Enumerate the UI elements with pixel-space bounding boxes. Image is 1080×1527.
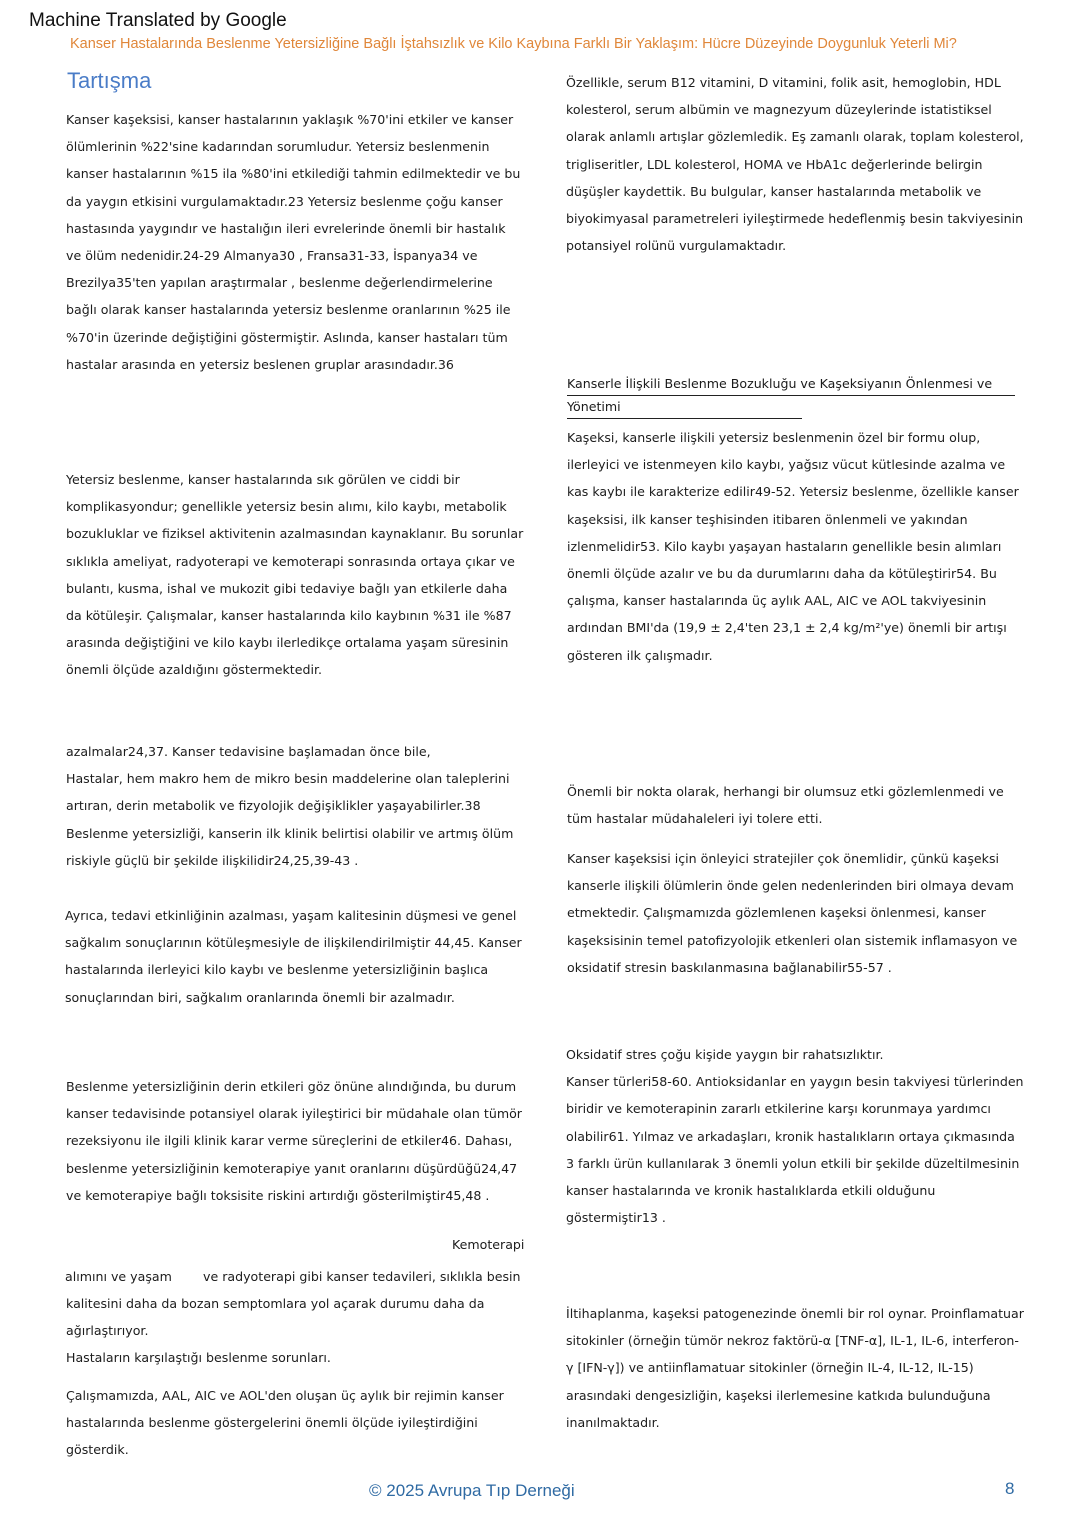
text-line: ilerleyici ve istenmeyen kilo kaybı, yağsız vücut kütlesinde azalma ve (567, 457, 1006, 473)
text-line: Kanser kaşeksisi için önleyici stratejiler çok önemlidir, çünkü kaşeksi (567, 851, 999, 866)
left-paragraph-7 (66, 1382, 504, 1464)
text-line: Özellikle, serum B12 vitamini, D vitamini, folik asit, hemoglobin, HDL (566, 75, 1001, 90)
text-line: önemli ölçüde azaldığını göstermektedir. (66, 662, 322, 678)
text-line: potansiyel rolünü vurgulamaktadır. (566, 238, 787, 254)
text-line: Beslenme yetersizliği, kanserin ilk klinik belirtisi olabilir ve artmış ölüm (66, 825, 514, 841)
right-paragraph-4 (567, 845, 1017, 981)
text-line: etmektedir. Çalışmamızda gözlemlenen kaşeksi önlenmesi, kanser (567, 905, 986, 921)
right-paragraph-6 (566, 1300, 1024, 1436)
text-line: 3 farklı ürün kullanılarak 3 önemli yolun etkili bir şekilde düzeltilmesinin (566, 1155, 1020, 1171)
text-line: bozukluklar ve fiziksel aktivitenin azalmasından kaynaklanır. Bu sorunlar (66, 526, 524, 542)
left-paragraph-4 (65, 902, 522, 1011)
text-line: trigliseritler, LDL kolesterol, HOMA ve HbA1c değerlerinde belirgin (566, 156, 983, 172)
text-line: ardından BMI'da (19,9 ± 2,4'ten 23,1 ± 2,4 kg/m²'ye) önemli bir artışı (567, 620, 1007, 636)
text-line: düşüşler kaydettik. Bu bulgular, kanser hastalarında metabolik ve (566, 183, 982, 199)
text-line: kanser hastalarının %15 ila %80'ini etkilediği tahmin edilmektedir ve bu (66, 166, 521, 182)
text-line: kalitesini daha da bozan semptomlara yol açarak durumu daha da (66, 1296, 485, 1311)
text-line: riskiyle güçlü bir şekilde ilişkilidir24,25,39-43 . (66, 852, 359, 868)
right-paragraph-2 (567, 424, 1019, 669)
right-paragraph-5 (566, 1041, 1024, 1231)
text-line: komplikasyondur; genellikle yetersiz besin alımı, kilo kaybı, metabolik (66, 499, 507, 515)
text-line: İltihaplanma, kaşeksi patogenezinde önemli bir rol oynar. Proinflamatuar (566, 1306, 1024, 1321)
text-line: hastalarında beslenme göstergelerini önemli ölçüde iyileştirdiğini (66, 1415, 478, 1431)
text-line: bağlı olarak kanser hastalarında yetersiz beslenme oranlarının %25 ile (66, 302, 511, 318)
text-line: kolesterol, serum albümin ve magnezyum düzeylerinde istatistiksel (566, 102, 992, 118)
text-line: izlenmelidir53. Kilo kaybı yaşayan hastaların genellikle besin alımları (567, 538, 1002, 554)
text-line: kanser hastalarında ve kronik hastalıklarda etkili olduğunu (566, 1183, 936, 1199)
text-line: Oksidatif stres çoğu kişide yaygın bir rahatsızlıktır. (566, 1047, 884, 1062)
left-paragraph-6 (66, 1290, 484, 1372)
footer-copyright: © 2025 Avrupa Tıp Derneği (369, 1481, 575, 1500)
text-line: artıran, derin metabolik ve fizyolojik değişiklikler yaşayabilirler.38 (66, 798, 481, 814)
left-paragraph-3 (66, 738, 513, 874)
text-line: sonuçlarından biri, sağkalım oranlarında önemli bir azalmadır. (65, 989, 455, 1005)
text-line: da kötüleşir. Çalışmalar, kanser hastalarında kilo kaybının %31 ile %87 (66, 608, 512, 624)
text-line: %70'in üzerinde değiştiğini göstermiştir. Aslında, kanser hastaları tüm (66, 329, 508, 345)
subsection-heading-line-1: Kanserle İlişkili Beslenme Bozukluğu ve Kaşeksiyanın Önlenmesi ve (567, 373, 1015, 396)
text-line: oksidatif stresin baskılanmasına bağlanabilir55-57 . (567, 959, 892, 975)
right-paragraph-1 (566, 69, 1024, 259)
section-heading: Tartışma (67, 68, 152, 93)
text-line: kaşeksisi, ilk kanser teşhisinden itibaren önlenmeli ve yakından (567, 511, 968, 527)
left-paragraph-2 (66, 466, 523, 684)
text-line: bulantı, kusma, ishal ve mukozit gibi tedaviye bağlı yan etkilerle daha (66, 580, 508, 596)
text-line: çalışma, kanser hastalarında üç aylık AAL, AIC ve AOL takviyesinin (567, 593, 987, 609)
text-line: beslenme yetersizliğinin kemoterapiye yanıt oranlarını düşürdüğü24,47 (66, 1160, 518, 1176)
text-line: olarak anlamlı artışlar gözlemledik. Eş zamanlı olarak, toplam kolesterol, (566, 129, 1024, 145)
page-number: 8 (1005, 1479, 1015, 1498)
left-fragment-a: alımını ve yaşam (65, 1269, 172, 1284)
left-paragraph-5 (66, 1073, 522, 1209)
text-line: kanserle ilişkili ölümlerin önde gelen nedenlerinden biri olmaya devam (567, 878, 1014, 894)
text-line: Kaşeksi, kanserle ilişkili yetersiz beslenmenin özel bir formu olup, (567, 430, 981, 445)
text-line: göstermiştir13 . (566, 1210, 666, 1226)
text-line: gösteren ilk çalışmadır. (567, 647, 713, 663)
text-line: Ayrıca, tedavi etkinliğinin azalması, yaşam kalitesinin düşmesi ve genel (65, 908, 517, 923)
text-line: Yetersiz beslenme, kanser hastalarında sık görülen ve ciddi bir (66, 472, 460, 487)
text-line: Beslenme yetersizliğinin derin etkileri göz önüne alındığında, bu durum (66, 1079, 517, 1094)
text-line: ve ölüm nedenidir.24-29 Almanya30 , Fransa31-33, İspanya34 ve (66, 248, 478, 264)
subsection-heading-line-2: Yönetimi (567, 396, 802, 419)
text-line: Brezilya35'ten yapılan araştırmalar , beslenme değerlendirmelerine (66, 275, 493, 291)
text-line: gösterdik. (66, 1442, 129, 1458)
text-line: hastalarında ilerleyici kilo kaybı ve beslenme yetersizliğinin başlıca (65, 962, 489, 978)
text-line: sağkalım sonuçlarının kötüleşmesiyle de ilişkilendirilmiştir 44,45. Kanser (65, 935, 522, 951)
left-fragment-b: ve radyoterapi gibi kanser tedavileri, sıklıkla besin (203, 1269, 521, 1284)
left-paragraph-1 (66, 106, 520, 378)
text-line: azalmalar24,37. Kanser tedavisine başlamadan önce bile, (66, 744, 431, 759)
text-line: ölümlerinin %22'sine kadarından sorumludur. Yetersiz beslenmenin (66, 139, 490, 155)
text-line: Önemli bir nokta olarak, herhangi bir olumsuz etki gözlemlenmedi ve (567, 784, 1004, 799)
text-line: Kanser kaşeksisi, kanser hastalarının yaklaşık %70'ini etkiler ve kanser (66, 112, 514, 127)
right-paragraph-3 (567, 778, 1004, 832)
subsection-heading (567, 373, 1015, 419)
text-line: biyokimyasal parametreleri iyileştirmede hedeflenmiş besin takviyesinin (566, 211, 1024, 227)
text-line: arasında değiştiğini ve kilo kaybı ilerledikçe ortalama yaşam süresinin (66, 635, 509, 651)
text-line: kas kaybı ile karakterize edilir49-52. Yetersiz beslenme, özellikle kanser (567, 484, 1019, 500)
running-header: Kanser Hastalarında Beslenme Yetersizliğine Bağlı İştahsızlık ve Kilo Kaybına Farklı Bir Yaklaşım: Hücre Düzeyinde Doygunluk Yeterli Mi? (70, 36, 957, 52)
left-fragment-kemoterapi: Kemoterapi (452, 1237, 525, 1252)
text-line: Çalışmamızda, AAL, AIC ve AOL'den oluşan üç aylık bir rejimin kanser (66, 1388, 504, 1403)
text-line: rezeksiyonu ile ilgili klinik karar verme süreçlerini de etkiler46. Dahası, (66, 1133, 513, 1149)
text-line: γ [IFN-γ]) ve antiinflamatuar sitokinler (örneğin IL-4, IL-12, IL-15) (566, 1360, 974, 1376)
text-line: hastasında yaygındır ve hastalığın ileri evrelerinde önemli bir hastalık (66, 220, 506, 236)
text-line: ve kemoterapiye bağlı toksisite riskini artırdığı gösterilmiştir45,48 . (66, 1187, 490, 1203)
text-line: tüm hastalar müdahaleleri iyi tolere etti. (567, 811, 823, 827)
text-line: inanılmaktadır. (566, 1414, 660, 1430)
text-line: kanser tedavisinde potansiyel olarak iyileştirici bir müdahale olan tümör (66, 1106, 522, 1122)
text-line: sıklıkla ameliyat, radyoterapi ve kemoterapi sonrasında ortaya çıkar ve (66, 553, 515, 569)
text-line: biridir ve kemoterapinin zararlı etkilerine karşı korunmaya yardımcı (566, 1101, 991, 1117)
text-line: önemli ölçüde azalır ve bu da durumlarını daha da kötüleştirir54. Bu (567, 566, 997, 582)
machine-translation-banner: Machine Translated by Google (29, 10, 287, 31)
text-line: kaşeksisinin temel patofizyolojik etkenleri olan sistemik inflamasyon ve (567, 932, 1018, 948)
text-line: da yaygın etkisini vurgulamaktadır.23 Yetersiz beslenme çoğu kanser (66, 193, 503, 209)
text-line: sitokinler (örneğin tümör nekroz faktörü-α [TNF-α], IL-1, IL-6, interferon- (566, 1333, 1019, 1349)
text-line: olabilir61. Yılmaz ve arkadaşları, kronik hastalıkların ortaya çıkmasında (566, 1128, 1015, 1144)
text-line: hastalar arasında en yetersiz beslenen gruplar arasındadır.36 (66, 356, 454, 372)
text-line: Hastalar, hem makro hem de mikro besin maddelerine olan taleplerini (66, 771, 510, 787)
text-line: Hastaların karşılaştığı beslenme sorunları. (66, 1350, 331, 1366)
text-line: Kanser türleri58-60. Antioksidanlar en yaygın besin takviyesi türlerinden (566, 1074, 1024, 1090)
text-line: ağırlaştırıyor. (66, 1323, 149, 1339)
text-line: arasındaki dengesizliğin, kaşeksi ilerlemesine katkıda bulunduğuna (566, 1387, 991, 1403)
